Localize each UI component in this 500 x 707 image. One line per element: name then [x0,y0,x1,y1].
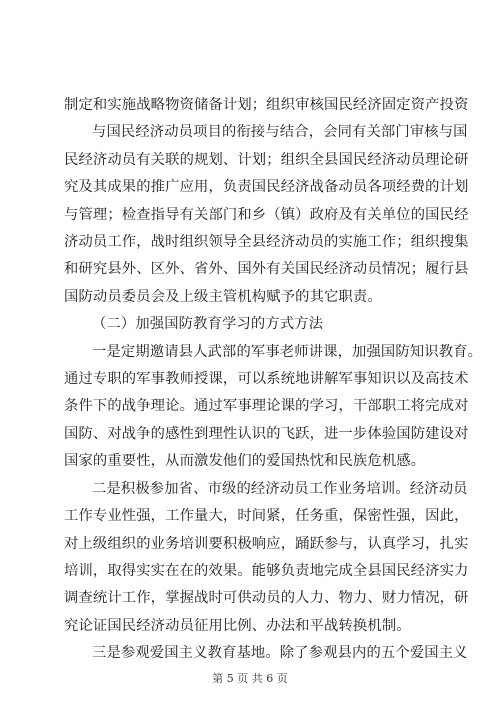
page-number-label: 第 5 页 共 6 页 [212,672,288,685]
text-line: 条件下的战争理论。通过军事理论课的学习，干部职工将完成对 [64,398,469,415]
text-line: 工作专业性强，工作量大，时间紧，任务重，保密性强，因此， [64,508,469,525]
text-line: 国家的重要性，从而激发他们的爱国热忱和民族危机感。 [64,453,426,470]
text-line: 调查统计工作，掌握战时可供动员的人力、物力、财力情况，研 [64,590,469,607]
text-line: 究论证国民经济动员征用比例、办法和平战转换机制。 [64,617,411,634]
text-line: 国防、对战争的感性到理性认识的飞跃，进一步体验国防建设对 [64,425,469,442]
text-line: 培训，取得实实在在的效果。能够负责地完成全县国民经济实力 [64,562,469,579]
text-line: 对上级组织的业务培训要积极响应，踊跃参与，认真学习，扎实 [64,535,469,552]
text-line: 民经济动员有关联的规划、计划；组织全县国民经济动员理论研 [64,151,469,168]
text-line: 济动员工作，战时组织领导全县经济动员的实施工作；组织搜集 [64,234,469,251]
text-line: 制定和实施战略物资储备计划；组织审核国民经济固定资产投资 [64,97,469,113]
text-line: 与管理；检查指导有关部门和乡（镇）政府及有关单位的国民经 [64,206,469,223]
text-line: 三是参观爱国主义教育基地。除了参观县内的五个爱国主义 [92,645,468,662]
text-line: 一是定期邀请县人武部的军事老师讲课，加强国防知识教育。 [92,343,483,360]
text-line: 和研究县外、区外、省外、国外有关国民经济动员情况；履行县 [64,261,469,278]
text-line: 国防动员委员会及上级主管机构赋予的其它职责。 [64,288,382,305]
text-line: 通过专职的军事教师授课，可以系统地讲解军事知识以及高技术 [64,371,469,388]
text-line: 与国民经济动员项目的衔接与结合，会同有关部门审核与国 [92,124,468,141]
text-line: （二）加强国防教育学习的方式方法 [92,316,324,333]
text-line: 二是积极参加省、市级的经济动员工作业务培训。经济动员 [92,480,468,497]
text-line: 究及其成果的推广应用，负责国民经济战备动员各项经费的计划 [64,179,469,196]
body-text [64,92,483,668]
page-footer [0,670,500,686]
